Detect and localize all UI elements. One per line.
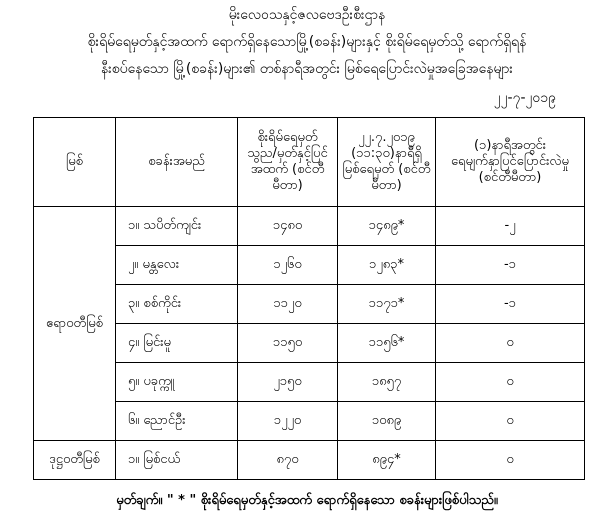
station-cell: ၁။ သပိတ်ကျင်း [116,207,238,246]
change-cell: -၁ [436,246,585,285]
current-level-cell: ၈၉၄* [338,441,436,480]
danger-level-cell: ၁၁၅၀ [238,324,338,363]
change-cell: ၀ [436,441,585,480]
current-level-cell: ၁၄၈၉* [338,207,436,246]
change-cell: ၀ [436,402,585,441]
river-level-table [33,117,585,480]
station-cell: ၃။ စစ်ကိုင်း [116,285,238,324]
station-cell: ၆။ ညောင်ဦး [116,402,238,441]
footnote: မှတ်ချက်။ " * " စိုးရိမ်ရေမှတ်နှင့်အထက် ရောက်ရှိနေသော စခန်းများဖြစ်ပါသည်။ [116,493,498,508]
river-name-cell: ဧရာဝတီမြစ် [34,207,116,441]
table-row [34,441,585,480]
station-cell: ၂။ မန္တလေး [116,246,238,285]
danger-level-cell: ၁၂၆၀ [238,246,338,285]
change-cell: ၀ [436,363,585,402]
table-header-row [34,118,585,207]
station-cell: ၄။ မြင်းမူ [116,324,238,363]
table-row [34,285,585,324]
column-header-current-level: ၂၂.၇.၂၀၁၉ (၁၁:၃၀)နာရီရှိ မြစ်ရေမှတ် (စင်တီမီတာ) [338,118,436,207]
current-level-cell: ၁၂၈၃* [338,246,436,285]
current-level-cell: ၁၀၈၉ [338,402,436,441]
change-cell: -၁ [436,285,585,324]
river-name-cell: ဒုဋ္ဌဝတီမြစ် [34,441,116,480]
current-level-cell: ၁၁၇၁* [338,285,436,324]
title-line-2: စိုးရိမ်ရေမှတ်နှင့်အထက် ရောက်ရှိနေသောမြို့(စခန်း)များနှင့် စိုးရိမ်ရေမှတ်သို့ ရောက်ရှိရန် [87,34,527,50]
danger-level-cell: ၈၇၀ [238,441,338,480]
station-cell: ၁။ မြစ်ငယ် [116,441,238,480]
danger-level-cell: ၂၁၅၀ [238,363,338,402]
current-level-cell: ၁၈၅၇ [338,363,436,402]
table-row [34,246,585,285]
column-header-river: မြစ် [34,118,116,207]
title-line-1: မိုးလေဝသနှင့်ဇလဗေဒဦးစီးဌာန [228,7,386,23]
column-header-hourly-change: (၁)နာရီအတွင်း ရေမျက်နှာပြင်ပြောင်းလဲမှု (စင်တီမီတာ) [436,118,585,207]
title-line-3: နီးစပ်နေသော မြို့(စခန်း)များ၏ တစ်နာရီအတွင်း မြစ်ရေပြောင်းလဲမှုအခြေအနေများ [101,61,513,77]
danger-level-cell: ၁၂၂၀ [238,402,338,441]
change-cell: -၂ [436,207,585,246]
danger-level-cell: ၁၁၂၀ [238,285,338,324]
table-row [34,402,585,441]
table-row [34,207,585,246]
column-header-danger-level: စိုးရိမ်ရေမှတ် သွည/မှတ်နှင့်ပြင် အထက် (စင်တီမီတာ) [238,118,338,207]
column-header-station: စခန်းအမည် [116,118,238,207]
change-cell: ၀ [436,324,585,363]
station-cell: ၅။ ပခုက္ကူ [116,363,238,402]
danger-level-cell: ၁၄၈၀ [238,207,338,246]
table-row [34,363,585,402]
table-row [34,324,585,363]
current-level-cell: ၁၁၅၆* [338,324,436,363]
report-date: ၂၂-၇-၂၀၁၉ [493,90,556,106]
